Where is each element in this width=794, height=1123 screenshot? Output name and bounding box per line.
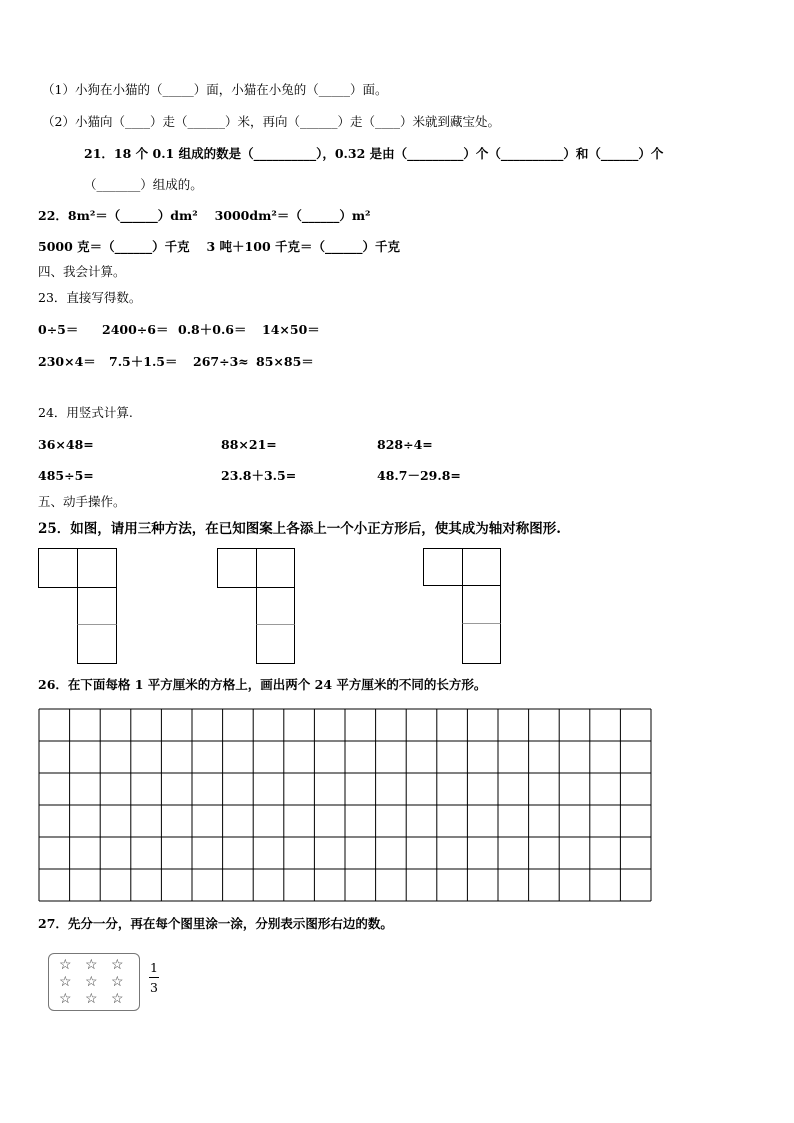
star-icon: ☆	[85, 957, 98, 973]
star-icon: ☆	[59, 974, 72, 990]
q26-title: 26．在下面每格 1 平方厘米的方格上，画出两个 24 平方厘米的不同的长方形。	[38, 677, 487, 692]
figure-square	[423, 548, 463, 586]
figure-square	[462, 548, 501, 586]
q23-item: 0.8＋0.6＝	[178, 322, 247, 337]
q23-item: 14×50＝	[262, 322, 320, 337]
figure-square	[462, 623, 501, 664]
figure-square	[77, 548, 117, 588]
fraction-numerator: 1	[150, 960, 158, 975]
fraction-bar	[149, 977, 159, 978]
fraction-denominator: 3	[150, 980, 158, 995]
star-icon: ☆	[111, 974, 124, 990]
section-4-heading: 四、我会计算。	[38, 264, 126, 279]
q23-item: 7.5＋1.5＝	[109, 354, 178, 369]
q27-title: 27．先分一分，再在每个图里涂一涂，分别表示图形右边的数。	[38, 916, 393, 931]
q22-line1: 22．8m²＝（______）dm² 3000dm²＝（______）m²	[38, 208, 371, 223]
q24-item: 88×21=	[221, 437, 277, 452]
star-icon: ☆	[59, 991, 72, 1007]
q24-item: 48.7－29.8=	[377, 468, 461, 483]
q23-item: 0÷5＝	[38, 322, 79, 337]
q24-item: 23.8＋3.5=	[221, 468, 297, 483]
q27-fraction	[149, 960, 159, 995]
q20-part1: （1）小狗在小猫的（_____）面，小猫在小兔的（_____）面。	[42, 82, 388, 97]
q27-star-box[interactable]	[48, 953, 140, 1011]
q23-item: 2400÷6＝	[102, 322, 169, 337]
star-icon: ☆	[85, 991, 98, 1007]
star-icon: ☆	[85, 974, 98, 990]
q23-item: 230×4＝	[38, 354, 96, 369]
q22-line2: 5000 克＝（______）千克 3 吨＋100 千克＝（______）千克	[38, 239, 400, 254]
q24-item: 485÷5=	[38, 468, 94, 483]
q21-line1: 21．18 个 0.1 组成的数是（__________），0.32 是由（_________）个（__________）和（______）个	[84, 146, 664, 161]
figure-square	[217, 548, 257, 588]
section-5-heading: 五、动手操作。	[38, 494, 126, 509]
figure-square	[77, 624, 117, 664]
q20-part2: （2）小猫向（____）走（______）米，再向（______）走（____）米就到藏宝处。	[42, 114, 500, 129]
q25-title: 25．如图，请用三种方法，在已知图案上各添上一个小正方形后，使其成为轴对称图形.	[38, 521, 561, 537]
star-icon: ☆	[111, 991, 124, 1007]
star-icon: ☆	[59, 957, 72, 973]
q23-title: 23．直接写得数。	[38, 290, 142, 305]
q24-item: 36×48=	[38, 437, 94, 452]
q26-square-grid[interactable]	[38, 708, 652, 902]
q24-item: 828÷4=	[377, 437, 433, 452]
figure-square	[256, 587, 295, 625]
figure-square	[462, 585, 501, 624]
figure-square	[77, 587, 117, 625]
q21-line2: （_______）组成的。	[84, 177, 203, 192]
figure-square	[256, 624, 295, 664]
figure-square	[256, 548, 295, 588]
q23-item: 85×85＝	[256, 354, 314, 369]
star-icon: ☆	[111, 957, 124, 973]
q24-title: 24．用竖式计算.	[38, 405, 133, 420]
q23-item: 267÷3≈	[193, 354, 249, 369]
figure-square	[38, 548, 78, 588]
